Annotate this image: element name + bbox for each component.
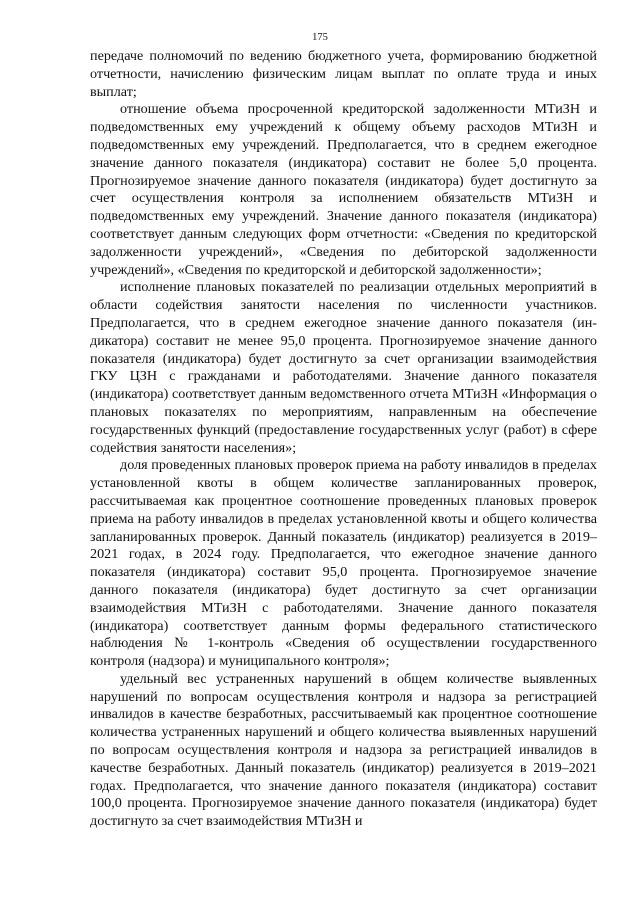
- paragraph-continuation: передаче полномочий по ведению бюджетного учета, формированию бюджетной отчетности, начислению физическим лицам выплат по оплате труда и иных выплат;: [90, 48, 597, 100]
- paragraph-disabled-quota-inspections: доля проведенных плановых проверок приема на работу инвалидов в пределах установленной квоты в общем количестве запланированных проверок, рассчитываемая как процентное соотношение проведенных плановых проверок приема на работу инвалидов в пределах установленной квоты и общего количества запланированных проверок. Данный показатель (индикатор) реализуется в 2019–2021 годах, в 2024 году. Предполагается, что ежегодное значение данного показателя (индикатора) составит 95,0 процента. Прогнозируемое значение данного показателя (индикатора) будет достигнуто за счет организации взаимодействия МТиЗН с работодателями. Значение данного показателя (индикатора) соответствует данным формы федерального статистического наблюдения № 1-контроль «Сведения об осуществлении государственного контроля (надзора) и муниципального контроля»;: [90, 457, 597, 670]
- paragraph-eliminated-violations: удельный вес устраненных нарушений в общем количестве выявленных нарушений по вопросам осуществления контроля и надзора за регистрацией инвалидов в качестве безработных, рассчитываемый как процентное соотношение количества устраненных нарушений и общего количества выявленных нарушений по вопросам осуществления контроля и надзора за регистрацией инвалидов в качестве безработных. Данный показатель (индикатор) реализуется в 2019–2021 годах. Предполагается, что значение данного показателя (индикатора) составит 100,0 процента. Прогнозируемое значение данного показателя (индикатора) будет достигнуто за счет взаимодействия МТиЗН и: [90, 670, 597, 830]
- document-body: [90, 48, 597, 831]
- paragraph-employment-measures: исполнение плановых показателей по реализации отдельных мероприятий в области содействия занятости населения по численности участников. Предполагается, что в среднем ежегодное значение данного показателя (индикатора) составит не менее 95,0 процента. Прогнозируемое значение данного показателя (индикатора) будет достигнуто за счет организации взаимодействия ГКУ ЦЗН с гражданами и работодателями. Значение данного показателя (индикатора) соответствует данным ведомственного отчета МТиЗН «Информация о плановых показателях по мероприятиям, направленным на обеспечение государственных функций (предоставление государственных услуг (работ) в сфере содействия занятости населения»;: [90, 279, 597, 456]
- paragraph-overdue-payables: отношение объема просроченной кредиторской задолженности МТиЗН и подведомственных ему учреждений к общему объему расходов МТиЗН и подведомственных ему учреждений. Предполагается, что в среднем ежегодное значение данного показателя (индикатора) составит не более 5,0 процента. Прогнозируемое значение данного показателя (индикатора) будет достигнуто за счет осуществления контроля за исполнением обязательств МТиЗН и подведомственных ему учреждений. Значение данного показателя (индикатора) соответствует данным следующих форм отчетности: «Сведения по кредиторской задолженности учреждений», «Сведения по дебиторской задолженности учреждений», «Сведения по кредиторской и дебиторской задолженности»;: [90, 101, 597, 278]
- page-number: 175: [312, 32, 328, 43]
